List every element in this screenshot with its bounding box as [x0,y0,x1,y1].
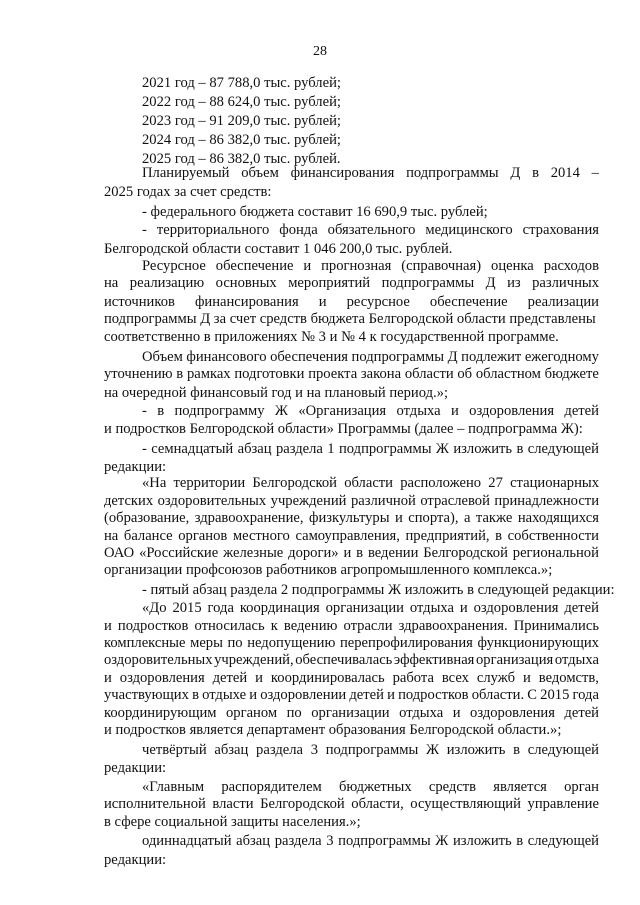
text-line: на балансе органов местного самоуправления, предприятий, в собственности [104,528,599,544]
text-line: Белгородской области составит 1 046 200,0 тыс. рублей. [104,241,453,257]
text-line: и подростков является департамент образования Белгородской области.»; [104,722,562,738]
text-line: 2021 год – 87 788,0 тыс. рублей; [142,75,341,91]
text-line: 2023 год – 91 209,0 тыс. рублей; [142,113,341,129]
text-line: редакции: [104,459,167,475]
text-line: подпрограммы Д за счет средств бюджета Белгородской области представлены [104,311,596,327]
text-line: и подростков Белгородской области» Программы (далее – подпрограмма Ж): [104,421,583,437]
text-line: редакции: [104,760,167,776]
text-line: «На территории Белгородской области расположено 27 стационарных [142,475,599,491]
text-line: 2025 год – 86 382,0 тыс. рублей. [142,151,341,167]
text-line: организации профсоюзов работников агропромышленного комплекса.»; [104,562,553,578]
text-line: - территориального фонда обязательного медицинского страхования [142,222,599,238]
text-line: редакции: [104,852,167,868]
text-line: детских оздоровительных учреждений различной отраслевой принадлежности [104,493,599,509]
text-line: на реализацию основных мероприятий подпрограммы Д из различных [104,275,599,291]
text-line: одиннадцатый абзац раздела 3 подпрограммы Ж изложить в следующей [142,833,599,849]
text-line: 2024 год – 86 382,0 тыс. рублей; [142,132,341,148]
text-line: четвёртый абзац раздела 3 подпрограммы Ж изложить в следующей [142,742,599,758]
text-line: - семнадцатый абзац раздела 1 подпрограммы Ж изложить в следующей [142,441,599,457]
text-line: «До 2015 года координация организации отдыха и оздоровления детей [142,600,599,616]
text-line: «Главным распорядителем бюджетных средств является орган [142,779,599,795]
text-line: 2025 годах за счет средств: [104,184,272,200]
text-line: - в подпрограмму Ж «Организация отдыха и оздоровления детей [142,403,599,419]
text-line: - федерального бюджета составит 16 690,9 тыс. рублей; [142,204,488,220]
text-line: 2022 год – 88 624,0 тыс. рублей; [142,94,341,110]
text-line: Объем финансового обеспечения подпрограммы Д подлежит ежегодному [142,349,599,365]
text-line: - пятый абзац раздела 2 подпрограммы Ж изложить в следующей редакции: [142,582,615,598]
page-number: 28 [313,44,327,59]
text-line: (образование, здравоохранение, физкультуры и спорта), а также находящихся [104,510,599,526]
text-line: участвующих в отдыхе и оздоровлении детей и подростков области. С 2015 года [104,687,599,703]
text-line: источников финансирования и ресурсное обеспечение реализации [104,294,599,310]
text-line: координирующим органом по организации отдыха и оздоровления детей [104,705,599,721]
text-line: ОАО «Российские железные дороги» и в ведении Белгородской региональной [104,545,599,561]
text-line: и подростков относилась к ведению отрасли здравоохранения. Принимались [104,618,599,634]
text-line: Планируемый объем финансирования подпрограммы Д в 2014 – [142,165,599,181]
text-line: на очередной финансовый год и на плановый период.»; [104,385,449,401]
text-line: уточнению в рамках подготовки проекта закона области об областном бюджете [104,366,599,382]
text-line: и оздоровления детей и координировалась работа всех служб и ведомств, [104,670,599,686]
text-line: оздоровительных учреждений, обеспечивалась эффективная организация отдыха [104,652,599,668]
text-line: комплексные меры по недопущению перепрофилирования функционирующих [104,635,599,651]
text-line: Ресурсное обеспечение и прогнозная (справочная) оценка расходов [142,258,599,274]
text-line: соответственно в приложениях № 3 и № 4 к государственной программе. [104,329,559,345]
text-line: исполнительной власти Белгородской области, осуществляющий управление [104,796,599,812]
text-line: в сфере социальной защиты населения.»; [104,814,361,830]
